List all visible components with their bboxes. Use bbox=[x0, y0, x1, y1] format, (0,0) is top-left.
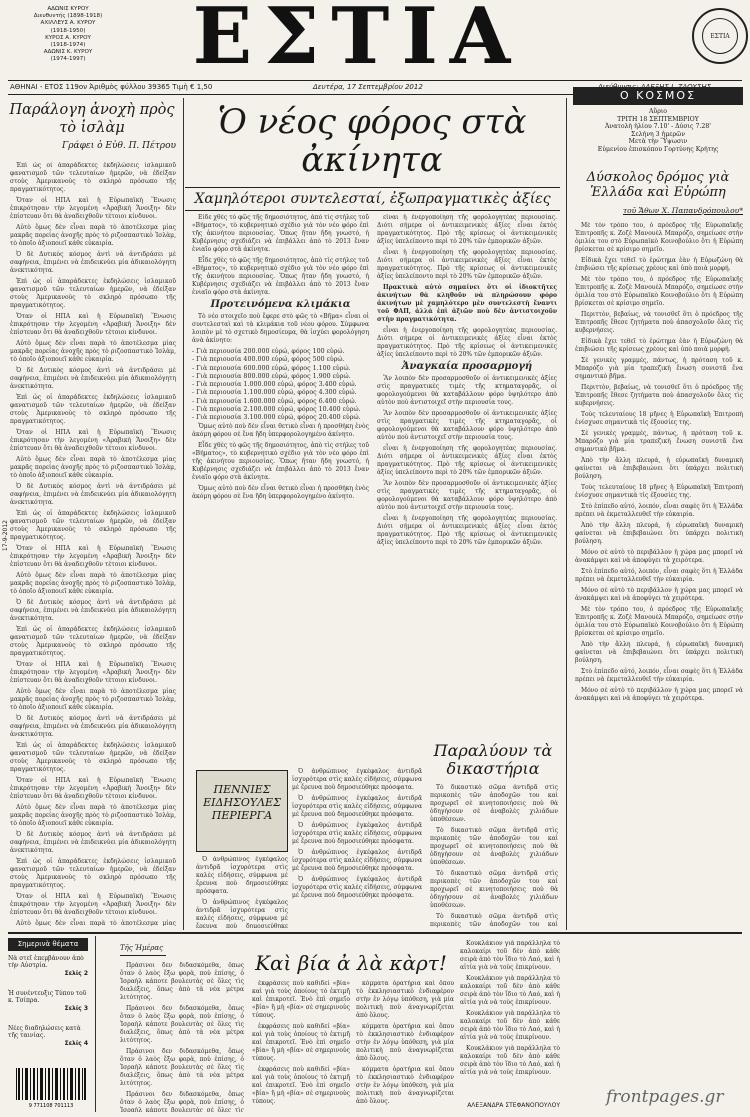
founder-line: ΑΧΙΛΛΕΥΣ Α. ΚΥΡΟΥ bbox=[40, 20, 96, 27]
news-box-extra bbox=[196, 856, 288, 928]
paragraph: Σὲ γενικὲς γραμμές, πάντως, ἡ πρόταση τοῦ κ. Μπαρόζο γιὰ μία τραπεζικὴ ἕνωση συνιστᾶ ἕνα σημαντικὸ βῆμα. bbox=[575, 357, 743, 380]
column-tag: Τῆς Ἡμέρας bbox=[120, 944, 166, 956]
paragraph: Ὁ δὲ Δυτικὸς κόσμος ἀντὶ νὰ ἀντιδράσει μὲ σαφήνεια, ἐπιμένει νὰ ἐπιδεικνύει μία ἀδικαιολόγητη ἀνεκτικότητα. bbox=[10, 715, 176, 738]
paragraph: Τοὺς τελευταίους 18 μῆνες ἡ Εὐρωπαϊκὴ Ἐπιτροπὴ ἐνίσχυσε σημαντικὰ τὶς ἐξουσίες της. bbox=[575, 411, 743, 426]
paragraph: ἐκφράσεις ποὺ καθιδεί «βία» καὶ γιὰ τοὺς ὁποίους τὸ ἐκτιμῆ καὶ ἐπικροτεῖ. Ἐνὸ ἐπὶ σημεῖο «βία» ἢ μὴ «βία» σὲ σημερινοὺς τύπους. bbox=[252, 1023, 350, 1062]
seal-text: ΕΣΤΙΑ bbox=[710, 32, 730, 40]
paragraph: Ὅταν οἱ ΗΠΑ καὶ ἡ Εὐρωπαϊκὴ Ἕνωσις ἐπικρότησαν τὴν λεγομένη «Ἀραβικὴ Ἄνοιξη» δὲν ἐπίστευαν ὅτι θὰ ἀναδειχθοῦν τέτοιοι κίνδυνοι. bbox=[10, 661, 176, 684]
column-divider bbox=[566, 98, 567, 930]
paragraph: Εἶδε χθὲς τὸ φῶς τῆς δημοσιότητος, ἀπὸ τὶς στήλες τοῦ «Βήματος», τὸ κυβερνητικὸ σχέδιο γιὰ τὸν νέο φόρο ἐπὶ τῆς ἀκινήτου περιουσίας. Ὅπως ἤταν ἤδη γνωστό, ἡ Κυβέρνησις σχεδιάζει νὰ ἐπιβάλλει ἀπὸ τὸ 2013 ἕναν ἑνιαῖο φόρο στὰ ἀκίνητα. bbox=[192, 257, 369, 296]
paragraph: Ὁ ἀνθρώπινος ἐγκέφαλος ἀντιδρᾶ ἰσχυρότερα στὶς καλὲς εἰδήσεις, σύμφωνα μὲ ἔρευνα ποὺ δημοσιεύθηκε πρόσφατα. bbox=[292, 822, 422, 845]
paragraph: Μὲ τὸν τρόπο του, ὁ πρόεδρος τῆς Εὐρωπαϊκῆς Ἐπιτροπῆς κ. Ζοζὲ Μανουὲλ Μπαρόζο, σημείωσε στὴν ὁμιλία του στὸ Εὐρωπαϊκὸ Κοινοβούλιο ὅτι ἡ Εὐρώπη βρίσκεται σὲ κρίσιμο σημεῖο. bbox=[575, 276, 743, 307]
site-watermark: frontpages.gr bbox=[606, 1087, 724, 1107]
section-divider bbox=[8, 932, 742, 934]
paragraph: Ὁ ἀνθρώπινος ἐγκέφαλος ἀντιδρᾶ ἰσχυρότερα στὶς καλὲς εἰδήσεις, σύμφωνα μὲ ἔρευνα ποὺ δημοσιεύθηκε πρόσφατα. bbox=[292, 876, 422, 899]
paragraph: εἶναι ἡ ἐνεργοποίηση τῆς φορολογητέας περιουσίας. Διότι σήμερα οἱ ἀντικειμενικὲς ἀξίες εἶναι ἐκτὸς πραγματικότητος. Πρὸ τῆς κρίσεως οἱ ἀντικειμενικὲς ἀξίες ὑπελείποντο περὶ τὸ 20% τῶν ἐμπορικῶν ἀξιῶν. bbox=[377, 214, 557, 245]
section-heading: Προτεινόμενα κλιμάκια bbox=[210, 299, 351, 310]
index-item[interactable] bbox=[8, 955, 88, 977]
paragraph: Τὸ δικαστικὸ σῶμα ἀντιδρᾶ στὶς περικοπὲς τῶν ἀποδοχῶν του καὶ προχωρεῖ σὲ κινητοποιήσεις ποὺ θὰ ὁδηγήσουν σὲ ἀναβολὲς χιλιάδων ὑποθέσεων. bbox=[430, 827, 558, 866]
paragraph: Ὅμως αὐτὸ ποὺ δὲν εἶναι θετικὸ εἶναι ἡ προσθήκη ἑνὸς ἀκόμη φόρου σὲ ἕνα ἤδη ὑπερφορολογημένο ἀκίνητο. bbox=[192, 484, 369, 500]
paragraph: Ἐπὶ ὡς οἱ ἀπαράδεκτες ἐκδηλώσεις ἰσλαμικοῦ φανατισμοῦ τῶν τελευταίων ἡμερῶν, νὰ ἐδείξαν στοὺς Ἀμερικανοὺς τὸ σκληρὸ πρόσωπο τῆς πραγματικότητος. bbox=[10, 162, 176, 193]
paragraph: Πράσινοι δεν διδασκόμεθα, ὅπως ὅταν ὁ λαὸς ἔξω φορὰ, ποὺ ἐπίσης, ὁ Ἰσραὴλ κάποτε βουλευτὰς σὲ ὄλες τὶς διαλέξεις, ὅπως ἀπὸ τὰ νέα μέτρα λιτότητος. bbox=[120, 962, 244, 1001]
court-headline: Παραλύουν τὰ δικαστήρια bbox=[433, 741, 553, 778]
paragraph: Ἂν λοιπὸν δὲν προσαρμοσθοῦν οἱ ἀντικειμενικὲς ἀξίες στὶς πραγματικὲς τιμὲς τῆς κτηματαγορᾶς, οἱ φορολογούμενοι θὰ καταβάλλουν φόρο ὑψηλότερο ἀπὸ αὐτὸν ποὺ ἀντιστοιχεῖ στὴν περιουσία τους. bbox=[377, 480, 557, 511]
bottom-col-4 bbox=[460, 940, 560, 1096]
paragraph: κόμματα ὁρατήρια καὶ ὅπου τὸ ἐκκλησιαστικὸ ἐνδιαφέρον στὴν ἐν λόγῳ ὑπόθεση, γιὰ μία πολιτικὴ ποὺ ἀναγνωρίζεται ἀπὸ ὅλους. bbox=[356, 980, 454, 1019]
paragraph: Πράσινοι δεν διδασκόμεθα, ὅπως ὅταν ὁ λαὸς ἔξω φορὰ, ποὺ ἐπίσης, ὁ Ἰσραὴλ κάποτε βουλευτὰς σὲ ὄλες τὶς διαλέξεις, ὅπως ἀπὸ τὰ νέα μέτρα λιτότητος. bbox=[120, 1048, 244, 1087]
paragraph: Τὸ δικαστικὸ σῶμα ἀντιδρᾶ στὶς περικοπὲς τῶν ἀποδοχῶν του καὶ προχωρεῖ σὲ κινητοποιήσεις ποὺ θὰ ὁδηγήσουν σὲ ἀναβολὲς χιλιάδων ὑποθέσεων. bbox=[430, 870, 558, 909]
paragraph: Ὅταν οἱ ΗΠΑ καὶ ἡ Εὐρωπαϊκὴ Ἕνωσις ἐπικρότησαν τὴν λεγομένη «Ἀραβικὴ Ἄνοιξη» δὲν ἐπίστευαν ὅτι θὰ ἀναδειχθοῦν τέτοιοι κίνδυνοι. bbox=[10, 893, 176, 916]
paragraph: Ἐπὶ ὡς οἱ ἀπαράδεκτες ἐκδηλώσεις ἰσλαμικοῦ φανατισμοῦ τῶν τελευταίων ἡμερῶν, νὰ ἐδείξαν στοὺς Ἀμερικανοὺς τὸ σκληρὸ πρόσωπο τῆς πραγματικότητος. bbox=[10, 278, 176, 309]
bottom-col-1 bbox=[120, 962, 244, 1112]
bracket-item: - Γιὰ περιουσία 200.000 εὐρώ, φόρος 100 εὐρώ. bbox=[192, 348, 345, 355]
index-page: Σελίς 3 bbox=[64, 1004, 88, 1012]
seal-icon bbox=[692, 8, 748, 64]
index-item[interactable] bbox=[8, 990, 88, 1012]
paragraph: εἶναι ἡ ἐνεργοποίηση τῆς φορολογητέας περιουσίας. Διότι σήμερα οἱ ἀντικειμενικὲς ἀξίες εἶναι ἐκτὸς πραγματικότητος. Πρὸ τῆς κρίσεως οἱ ἀντικειμενικὲς ἀξίες ὑπελείποντο περὶ τὸ 20% τῶν ἐμπορικῶν ἀξιῶν. bbox=[377, 445, 557, 476]
weather-line: Ἀνατολὴ ἡλίου 7.10' - Δύσις 7.28' bbox=[605, 123, 711, 131]
bottom-col-2 bbox=[252, 980, 350, 1112]
weather-box bbox=[573, 108, 743, 154]
left-byline: Γράφει ὁ Εὐθ. Π. Πέτρου bbox=[61, 141, 176, 151]
paragraph: Εἶδε χθὲς τὸ φῶς τῆς δημοσιότητος, ἀπὸ τὶς στήλες τοῦ «Βήματος», τὸ κυβερνητικὸ σχέδιο γιὰ τὸν νέο φόρο ἐπὶ τῆς ἀκινήτου περιουσίας. Ὅπως ἤταν ἤδη γνωστό, ἡ Κυβέρνησις σχεδιάζει νὰ ἐπιβάλλει ἀπὸ τὸ 2013 ἕναν ἑνιαῖο φόρο στὰ ἀκίνητα. bbox=[192, 441, 369, 481]
bracket-item: - Γιὰ περιουσία 600.000 εὐρώ, φόρος 1.100 εὐρώ. bbox=[192, 364, 351, 372]
paragraph: εἶναι ἡ ἐνεργοποίηση τῆς φορολογητέας περιουσίας. Διότι σήμερα οἱ ἀντικειμενικὲς ἀξίες εἶναι ἐκτὸς πραγματικότητος. Πρὸ τῆς κρίσεως οἱ ἀντικειμενικὲς ἀξίες ὑπελείποντο περὶ τὸ 20% τῶν ἐμπορικῶν ἀξιῶν. bbox=[377, 327, 557, 358]
paragraph: Εἰδικὰ ἔχει τεθεῖ τὸ ἐρώτημα ἐὰν ἡ Εὐρωζώνη θὰ ἐπιβιώσει τῆς κρίσεως χρέους καὶ ὑπὸ ποιὰ μορφή. bbox=[575, 338, 743, 353]
news-box-body bbox=[292, 768, 422, 928]
bracket-item: - Γιὰ περιουσία 1.100.000 εὐρώ, φόρος 4.300 εὐρώ. bbox=[192, 389, 357, 397]
bottom-author: ΑΛΕΞΑΝΔΡΑ ΣΤΕΦΑΝΟΠΟΥΛΟΥ bbox=[467, 1102, 560, 1109]
bracket-item: - Γιὰ περιουσία 3.100.000 εὐρώ, φόρος 20.400 εὐρώ. bbox=[192, 414, 361, 422]
paragraph: Αὐτὸ ὅμως δὲν εἶναι παρὰ τὸ ἀποτέλεσμα μίας bbox=[16, 920, 176, 926]
founder-line: (1918-1974) bbox=[50, 42, 86, 49]
paragraph: Μὲ τὸν τρόπο του, ὁ πρόεδρος τῆς Εὐρωπαϊκῆς Ἐπιτροπῆς κ. Ζοζὲ Μανουὲλ Μπαρόζο, σημείωσε στὴν ὁμιλία του στὸ Εὐρωπαϊκὸ Κοινοβούλιο ὅτι ἡ Εὐρώπη βρίσκεται σὲ κρίσιμο σημεῖο. bbox=[575, 606, 743, 637]
paragraph: Μὲ τὸν τρόπο του, ὁ πρόεδρος τῆς Εὐρωπαϊκῆς Ἐπιτροπῆς κ. Ζοζὲ Μανουὲλ Μπαρόζο, σημείωσε στὴν ὁμιλία του στὸ Εὐρωπαϊκὸ Κοινοβούλιο ὅτι ἡ Εὐρώπη βρίσκεται σὲ κρίσιμο σημεῖο. bbox=[575, 222, 743, 253]
paragraph: κόμματα ὁρατήρια καὶ ὅπου τὸ ἐκκλησιαστικὸ ἐνδιαφέρον στὴν ἐν λόγῳ ὑπόθεση, γιὰ μία πολιτικὴ ποὺ ἀναγνωρίζεται ἀπὸ ὅλους. bbox=[356, 1066, 454, 1105]
paragraph: Ὅταν οἱ ΗΠΑ καὶ ἡ Εὐρωπαϊκὴ Ἕνωσις ἐπικρότησαν τὴν λεγομένη «Ἀραβικὴ Ἄνοιξη» δὲν ἐπίστευαν ὅτι θὰ ἀναδειχθοῦν τέτοιοι κίνδυνοι. bbox=[10, 545, 176, 568]
founder-line: ΚΥΡΟΣ Α. ΚΥΡΟΥ bbox=[45, 34, 91, 41]
index-text: Νέες διαδηλώσεις κατὰ τῆς ταινίας. bbox=[8, 1025, 81, 1040]
paragraph: Αὐτὸ ὅμως δὲν εἶναι παρὰ τὸ ἀποτέλεσμα μίας μακρᾶς πορείας ἀνοχῆς πρὸς τὸ ριζοσπαστικὸ Ἰσλὰμ, τὸ ὁποῖο ἀξιοποιεῖ κάθε εὐκαιρία. bbox=[10, 804, 176, 827]
index-page: Σελίς 2 bbox=[64, 969, 88, 977]
main-col-2 bbox=[377, 214, 557, 729]
left-article-body bbox=[10, 162, 176, 926]
main-col-1 bbox=[192, 214, 369, 764]
paragraph: Ὅμως αὐτὸ ποὺ δὲν εἶναι θετικὸ εἶναι ἡ προσθήκη ἑνὸς ἀκόμη φόρου σὲ ἕνα ἤδη ὑπερφορολογημένο ἀκίνητο. bbox=[192, 422, 369, 438]
right-article-body bbox=[575, 222, 743, 927]
paragraph: Αὐτὸ ὅμως δὲν εἶναι παρὰ τὸ ἀποτέλεσμα μίας μακρᾶς πορείας ἀνοχῆς πρὸς τὸ ριζοσπαστικὸ Ἰσλὰμ, τὸ ὁποῖο ἀξιοποιεῖ κάθε εὐκαιρία. bbox=[10, 456, 176, 479]
court-article-body bbox=[430, 784, 558, 928]
weather-line: Αὔριο bbox=[648, 108, 668, 115]
paragraph: Ἀπὸ τὴν ἄλλη πλευρά, ἡ εὐρωπαϊκὴ δυναμικὴ φαίνεται νὰ ἐπιβεβαιώνει ὅτι ὑπάρχει πολιτικὴ βούληση. bbox=[575, 522, 743, 545]
founder-line: ΑΔΩΝΙΣ Κ. ΚΥΡΟΥ bbox=[43, 49, 93, 56]
paragraph: Ὅταν οἱ ΗΠΑ καὶ ἡ Εὐρωπαϊκὴ Ἕνωσις ἐπικρότησαν τὴν λεγομένη «Ἀραβικὴ Ἄνοιξη» δὲν ἐπίστευαν ὅτι θὰ ἀναδειχθοῦν τέτοιοι κίνδυνοι. bbox=[10, 197, 176, 220]
paragraph: Πράσινοι δεν διδασκόμεθα, ὅπως ὅταν ὁ λαὸς ἔξω φορὰ, ποὺ ἐπίσης, ὁ Ἰσραὴλ κάποτε βουλευτὰς σὲ ὄλες τὶς bbox=[120, 1091, 244, 1112]
paragraph: Στὸ ἐπίπεδο αὐτό, λοιπόν, εἶναι σαφὲς ὅτι ἡ Ἑλλάδα πρέπει νὰ ἐκμεταλλευθεῖ τὴν εὐκαιρία. bbox=[575, 668, 743, 683]
paragraph: Ἂν λοιπὸν δὲν προσαρμοσθοῦν οἱ ἀντικειμενικὲς ἀξίες στὶς πραγματικὲς τιμὲς τῆς κτηματαγορᾶς, οἱ φορολογούμενοι θὰ καταβάλλουν φόρο ὑψηλότερο ἀπὸ αὐτὸν ποὺ ἀντιστοιχεῖ στὴν περιουσία τους. bbox=[377, 375, 557, 406]
paragraph: Κουκλάκιον γιὰ παράλληλα τὸ καλοκαίρι τοῦ δὲν ἀπὸ κάθε σειρὰ ἀπὸ τὸν ἴδιο τὸ Λαό, καὶ ἡ αἰτία γιὰ νὰ τοὺς ἐπικρίνουν. bbox=[460, 1045, 560, 1076]
barcode-icon bbox=[14, 1068, 88, 1108]
paragraph: Ὁ δὲ Δυτικὸς κόσμος ἀντὶ νὰ ἀντιδράσει μὲ σαφήνεια, ἐπιμένει νὰ ἐπιδεικνύει μία ἀδικαιολόγητη ἀνεκτικότητα. bbox=[10, 251, 176, 274]
bracket-item: - Γιὰ περιουσία 800.000 εὐρώ, φόρος 1.900 εὐρώ. bbox=[192, 372, 351, 380]
paragraph: Αὐτὸ ὅμως δὲν εἶναι παρὰ τὸ ἀποτέλεσμα μίας μακρᾶς πορείας ἀνοχῆς πρὸς τὸ ριζοσπαστικὸ Ἰσλὰμ, τὸ ὁποῖο ἀξιοποιεῖ κάθε εὐκαιρία. bbox=[10, 340, 176, 363]
bottom-headline: Καὶ βία ἀ λὰ κὰρτ! bbox=[255, 951, 447, 975]
paragraph: Κουκλάκιον γιὰ παράλληλα τὸ καλοκαίρι τοῦ δὲν ἀπὸ κάθε σειρὰ ἀπὸ τὸν ἴδιο τὸ Λαό, καὶ ἡ αἰτία γιὰ νὰ τοὺς ἐπικρίνουν. bbox=[460, 975, 560, 1006]
index-item[interactable] bbox=[8, 1025, 88, 1047]
paragraph: Αὐτὸ ὅμως δὲν εἶναι παρὰ τὸ ἀποτέλεσμα μίας μακρᾶς πορείας ἀνοχῆς πρὸς τὸ ριζοσπαστικὸ Ἰσλὰμ, τὸ ὁποῖο ἀξιοποιεῖ κάθε εὐκαιρία. bbox=[10, 572, 176, 595]
paragraph: Ὅταν οἱ ΗΠΑ καὶ ἡ Εὐρωπαϊκὴ Ἕνωσις ἐπικρότησαν τὴν λεγομένη «Ἀραβικὴ Ἄνοιξη» δὲν ἐπίστευαν ὅτι θὰ ἀναδειχθοῦν τέτοιοι κίνδυνοι. bbox=[10, 777, 176, 800]
paragraph: Ὁ δὲ Δυτικὸς κόσμος ἀντὶ νὰ ἀντιδράσει μὲ σαφήνεια, ἐπιμένει νὰ ἐπιδεικνύει μία ἀδικαιολόγητη ἀνεκτικότητα. bbox=[10, 367, 176, 390]
index-title: Σημερινὰ θέματα bbox=[8, 938, 88, 951]
paragraph: Πρακτικὰ αὐτὸ σημαίνει ὅτι οἱ ἰδιοκτῆτες ἀκινήτων θὰ κληθοῦν νὰ πληρώσουν φόρο ἀκινήτων μὲ χαμηλότερο μὲν συντελεστὴ ἔναντι τοῦ ΦΑΠ, ἀλλὰ ἐπὶ ἀξιῶν ποὺ δὲν ἀντιστοιχοῦν στὴν πραγματικότητα. bbox=[377, 284, 557, 323]
paragraph: Αὐτὸ ὅμως δὲν εἶναι παρὰ τὸ ἀποτέλεσμα μίας μακρᾶς πορείας ἀνοχῆς πρὸς τὸ ριζοσπαστικὸ Ἰσλὰμ, τὸ ὁποῖο ἀξιοποιεῖ κάθε εὐκαιρία. bbox=[10, 224, 176, 247]
news-box-title bbox=[196, 770, 288, 852]
paragraph: ἐκφράσεις ποὺ καθιδεί «βία» καὶ γιὰ τοὺς ὁποίους τὸ ἐκτιμῆ καὶ ἐπικροτεῖ. Ἐνὸ ἐπὶ σημεῖο «βία» ἢ μὴ «βία» σὲ σημερινοὺς τύπους. bbox=[252, 1066, 350, 1105]
bracket-item: - Γιὰ περιουσία 400.000 εὐρώ, φόρος 500 εὐρώ. bbox=[192, 356, 345, 364]
index-page: Σελίς 4 bbox=[64, 1039, 88, 1047]
bracket-item: - Γιὰ περιουσία 1.000.000 εὐρώ, φόρος 3.400 εὐρώ. bbox=[192, 381, 357, 389]
paragraph: Ὁ ἀνθρώπινος ἐγκέφαλος ἀντιδρᾶ ἰσχυρότερα στὶς καλὲς εἰδήσεις, σύμφωνα μὲ ἔρευνα ποὺ δημοσιεύθηκε πρόσφατα. bbox=[292, 768, 422, 791]
paragraph: Ὅταν οἱ ΗΠΑ καὶ ἡ Εὐρωπαϊκὴ Ἕνωσις ἐπικρότησαν τὴν λεγομένη «Ἀραβικὴ Ἄνοιξη» δὲν ἐπίστευαν ὅτι θὰ ἀναδειχθοῦν τέτοιοι κίνδυνοι. bbox=[10, 313, 176, 336]
paragraph: Ὅταν οἱ ΗΠΑ καὶ ἡ Εὐρωπαϊκὴ Ἕνωσις ἐπικρότησαν τὴν λεγομένη «Ἀραβικὴ Ἄνοιξη» δὲν ἐπίστευαν ὅτι θὰ ἀναδειχθοῦν τέτοιοι κίνδυνοι. bbox=[10, 429, 176, 452]
founder-line: ΑΔΩΝΙΣ ΚΥΡΟΥ bbox=[47, 6, 89, 12]
paragraph: Ὁ δὲ Δυτικὸς κόσμος ἀντὶ νὰ ἀντιδράσει μὲ σαφήνεια, ἐπιμένει νὰ ἐπιδεικνύει μία ἀδικαιολόγητη ἀνεκτικότητα. bbox=[10, 483, 176, 506]
paragraph: Μόνο σὲ αὐτὸ τὸ περιβάλλον ἡ χώρα μας μπορεῖ νὰ ἀνακάμψει καὶ νὰ ἀποφύγει τὰ χειρότερα. bbox=[575, 549, 743, 564]
tax-brackets-list bbox=[192, 348, 369, 423]
paragraph: Στὸ ἐπίπεδο αὐτό, λοιπόν, εἶναι σαφὲς ὅτι ἡ Ἑλλάδα πρέπει νὰ ἐκμεταλλευθεῖ τὴν εὐκαιρία. bbox=[575, 568, 743, 583]
paragraph: Ἀπὸ τὴν ἄλλη πλευρά, ἡ εὐρωπαϊκὴ δυναμικὴ φαίνεται νὰ ἐπιβεβαιώνει ὅτι ὑπάρχει πολιτικὴ βούληση. bbox=[575, 457, 743, 480]
left-headline: Παράλογη ἀνοχὴ πρὸς τὸ ἰσλὰμ bbox=[9, 102, 175, 136]
paragraph: εἶναι ἡ ἐνεργοποίηση τῆς φορολογητέας περιουσίας. Διότι σήμερα οἱ ἀντικειμενικὲς ἀξίες εἶναι ἐκτὸς πραγματικότητος. Πρὸ τῆς κρίσεως οἱ ἀντικειμενικὲς ἀξίες ὑπελείποντο περὶ τὸ 20% τῶν ἐμπορικῶν ἀξιῶν. bbox=[377, 249, 557, 280]
founder-line: (1918-1950) bbox=[50, 27, 86, 34]
paragraph: Εἰδικὰ ἔχει τεθεῖ τὸ ἐρώτημα ἐὰν ἡ Εὐρωζώνη θὰ ἐπιβιώσει τῆς κρίσεως χρέους καὶ ὑπὸ ποιὰ μορφή. bbox=[575, 257, 743, 272]
paragraph: Κουκλάκιον γιὰ παράλληλα τὸ καλοκαίρι τοῦ δὲν ἀπὸ κάθε σειρὰ ἀπὸ τὸν ἴδιο τὸ Λαό, καὶ ἡ αἰτία γιὰ νὰ τοὺς ἐπικρίνουν. bbox=[460, 1010, 560, 1041]
weather-line: Εὐμενίου ἐπισκόπου Γορτύνης Κρήτης bbox=[597, 145, 719, 153]
column-divider bbox=[95, 936, 96, 1112]
founder-line: Διευθυντής (1898-1918) bbox=[33, 13, 103, 20]
paragraph: Ὁ δὲ Δυτικὸς κόσμος ἀντὶ νὰ ἀντιδράσει μὲ σαφήνεια, ἐπιμένει νὰ ἐπιδεικνύει μία ἀδικαιολόγητη ἀνεκτικότητα. bbox=[10, 599, 176, 622]
column-divider bbox=[183, 98, 184, 930]
paragraph: Κουκλάκιον γιὰ παράλληλα τὸ καλοκαίρι τοῦ δὲν ἀπὸ κάθε σειρὰ ἀπὸ τὸν ἴδιο τὸ Λαό, καὶ ἡ αἰτία γιὰ νὰ τοὺς ἐπικρίνουν. bbox=[460, 940, 560, 971]
bracket-item: - Γιὰ περιουσία 2.100.000 εὐρώ, φόρος 10.400 εὐρώ. bbox=[192, 406, 361, 414]
paragraph: Ἀπὸ τὴν ἄλλη πλευρά, ἡ εὐρωπαϊκὴ δυναμικὴ φαίνεται νὰ ἐπιβεβαιώνει ὅτι ὑπάρχει πολιτικὴ βούληση. bbox=[575, 641, 743, 664]
paragraph: Περιττὸν, βεβαίως, νὰ τονισθεῖ ὅτι ὁ πρόεδρος τῆς Ἐπιτροπῆς ἔθεσε ζητήματα ποὺ ἀπασχολοῦν ὅλες τὶς κυβερνήσεις. bbox=[575, 311, 743, 334]
side-date: 17-9-2012 bbox=[2, 520, 9, 552]
paragraph: Εἶδε χθὲς τὸ φῶς τῆς δημοσιότητος, ἀπὸ τὶς στήλες τοῦ «Βήματος», τὸ κυβερνητικὸ σχέδιο γιὰ τὸν νέο φόρο ἐπὶ τῆς ἀκινήτου περιουσίας. Ὅπως ἤταν ἤδη γνωστό, ἡ Κυβέρνησις σχεδιάζει νὰ ἐπιβάλλει ἀπὸ τὸ 2013 ἕναν ἑνιαῖο φόρο στὰ ἀκίνητα. bbox=[192, 214, 369, 253]
section-heading: Ἀναγκαία προσαρμογή bbox=[401, 361, 533, 372]
paragraph: Ἐπὶ ὡς οἱ ἀπαράδεκτες ἐκδηλώσεις ἰσλαμικοῦ φανατισμοῦ τῶν τελευταίων ἡμερῶν, νὰ ἐδείξαν στοὺς Ἀμερικανοὺς τὸ σκληρὸ πρόσωπο τῆς πραγματικότητος. bbox=[10, 510, 176, 541]
founder-line: (1974-1997) bbox=[50, 56, 86, 63]
paragraph: Αὐτὸ ὅμως δὲν εἶναι παρὰ τὸ ἀποτέλεσμα μίας μακρᾶς πορείας ἀνοχῆς πρὸς τὸ ριζοσπαστικὸ Ἰσλὰμ, τὸ ὁποῖο ἀξιοποιεῖ κάθε εὐκαιρία. bbox=[10, 688, 176, 711]
main-subheadline: Χαμηλότεροι συντελεσταί, ἐξωπραγματικὲς ἀξίες bbox=[185, 187, 560, 211]
paragraph: ἐκφράσεις ποὺ καθιδεί «βία» καὶ γιὰ τοὺς ὁποίους τὸ ἐκτιμῆ καὶ ἐπικροτεῖ. Ἐνὸ ἐπὶ σημεῖο «βία» ἢ μὴ «βία» σὲ σημερινοὺς τύπους. bbox=[252, 980, 350, 1019]
paragraph: εἶναι ἡ ἐνεργοποίηση τῆς φορολογητέας περιουσίας. Διότι σήμερα οἱ ἀντικειμενικὲς ἀξίες εἶναι ἐκτὸς πραγματικότητος. Πρὸ τῆς κρίσεως οἱ ἀντικειμενικὲς ἀξίες ὑπελείποντο περὶ τὸ 20% τῶν ἐμπορικῶν ἀξιῶν. bbox=[377, 515, 557, 546]
paragraph: Ὁ ἀνθρώπινος ἐγκέφαλος ἀντιδρᾶ ἰσχυρότερα στὶς καλὲς εἰδήσεις, σύμφωνα μὲ ἔρευνα ποὺ δημοσιεύθηκε πρόσφατα. bbox=[292, 849, 422, 872]
barcode-number: 9 771108 701113 bbox=[28, 1103, 74, 1108]
weather-line: Σελήνη 3 ἡμερῶν bbox=[631, 130, 685, 138]
paragraph: Τὸ δικαστικὸ σῶμα ἀντιδρᾶ στὶς περικοπὲς τῶν ἀποδοχῶν του καὶ προχωρεῖ σὲ κινητοποιήσεις ποὺ θὰ ὁδηγήσουν σὲ ἀναβολὲς χιλιάδων ὑποθέσεων. bbox=[430, 784, 558, 823]
paragraph: Στὸ ἐπίπεδο αὐτό, λοιπόν, εἶναι σαφὲς ὅτι ἡ Ἑλλάδα πρέπει νὰ ἐκμεταλλευθεῖ τὴν εὐκαιρία. bbox=[575, 503, 743, 518]
founders-list bbox=[8, 6, 128, 64]
paragraph: Ἐπὶ ὡς οἱ ἀπαράδεκτες ἐκδηλώσεις ἰσλαμικοῦ φανατισμοῦ τῶν τελευταίων ἡμερῶν, νὰ ἐδείξαν στοὺς Ἀμερικανοὺς τὸ σκληρὸ πρόσωπο τῆς πραγματικότητος. bbox=[10, 858, 176, 889]
paragraph: Περιττὸν, βεβαίως, νὰ τονισθεῖ ὅτι ὁ πρόεδρος τῆς Ἐπιτροπῆς ἔθεσε ζητήματα ποὺ ἀπασχολοῦν ὅλες τὶς κυβερνήσεις. bbox=[575, 384, 743, 407]
paragraph: Ὁ ἀνθρώπινος ἐγκέφαλος ἀντιδρᾶ ἰσχυρότερα στὶς καλὲς εἰδήσεις, σύμφωνα μὲ ἔρευνα ποὺ δημοσιεύθηκε πρόσφατα. bbox=[292, 795, 422, 818]
paragraph: Ἂν λοιπὸν δὲν προσαρμοσθοῦν οἱ ἀντικειμενικὲς ἀξίες στὶς πραγματικὲς τιμὲς τῆς κτηματαγορᾶς, οἱ φορολογούμενοι θὰ καταβάλλουν φόρο ὑψηλότερο ἀπὸ αὐτὸν ποὺ ἀντιστοιχεῖ στὴν περιουσία τους. bbox=[377, 410, 557, 441]
weather-line: ΤΡΙΤΗ 18 ΣΕΠΤΕΜΒΡΙΟΥ bbox=[617, 115, 699, 123]
paragraph: Σὲ γενικὲς γραμμές, πάντως, ἡ πρόταση τοῦ κ. Μπαρόζο γιὰ μία τραπεζικὴ ἕνωση συνιστᾶ ἕνα σημαντικὸ βῆμα. bbox=[575, 430, 743, 453]
bottom-col-3 bbox=[356, 980, 454, 1112]
paragraph: Ὁ δὲ Δυτικὸς κόσμος ἀντὶ νὰ ἀντιδράσει μὲ σαφήνεια, ἐπιμένει νὰ ἐπιδεικνύει μία ἀδικαιολόγητη ἀνεκτικότητα. bbox=[10, 831, 176, 854]
right-headline: Δύσκολος δρόμος γιὰ Ἑλλάδα καὶ Εὐρώπη bbox=[586, 170, 730, 200]
main-headline: Ὁ νέος φόρος στὰ ἀκίνητα bbox=[217, 102, 527, 180]
paragraph: Τοὺς τελευταίους 18 μῆνες ἡ Εὐρωπαϊκὴ Ἐπιτροπὴ ἐνίσχυσε σημαντικὰ τὶς ἐξουσίες της. bbox=[575, 484, 743, 499]
paragraph: Ἐπὶ ὡς οἱ ἀπαράδεκτες ἐκδηλώσεις ἰσλαμικοῦ φανατισμοῦ τῶν τελευταίων ἡμερῶν, νὰ ἐδείξαν στοὺς Ἀμερικανοὺς τὸ σκληρὸ πρόσωπο τῆς πραγματικότητος. bbox=[10, 394, 176, 425]
issue-date: Δευτέρα, 17 Σεπτεμβρίου 2012 bbox=[313, 83, 423, 91]
issue-info: ΑΘΗΝΑΙ - ΕΤΟΣ 119ον Άριθμὸς φύλλου 39365 Τιμὴ € 1,50 bbox=[10, 83, 213, 91]
paragraph: Ἐπὶ ὡς οἱ ἀπαράδεκτες ἐκδηλώσεις ἰσλαμικοῦ φανατισμοῦ τῶν τελευταίων ἡμερῶν, νὰ ἐδείξαν στοὺς Ἀμερικανοὺς τὸ σκληρὸ πρόσωπο τῆς πραγματικότητος. bbox=[10, 742, 176, 773]
bracket-item: - Γιὰ περιουσία 1.600.000 εὐρώ, φόρος 6.400 εὐρώ. bbox=[192, 397, 357, 405]
paragraph: Μόνο σὲ αὐτὸ τὸ περιβάλλον ἡ χώρα μας μπορεῖ νὰ ἀνακάμψει καὶ νὰ ἀποφύγει τὰ χειρότερα. bbox=[575, 687, 743, 702]
paragraph: Ὁ ἀνθρώπινος ἐγκέφαλος ἀντιδρᾶ ἰσχυρότερα στὶς καλὲς εἰδήσεις, σύμφωνα μὲ ἔρευνα ποὺ δημοσιεύθηκε bbox=[196, 899, 288, 928]
index-text: Νὰ στεῖ ἐπεμβάνουν ἀπὸ τὴν Αὐστρία. bbox=[8, 955, 84, 970]
news-box-label: ΠΕΝΝΙΕΣ ΕΙΔΗΣΟΥΛΕΣ ΠΕΡΙΕΡΓΑ bbox=[203, 783, 281, 822]
right-byline: τοῦ Ἄθων Χ. Παπανδρόπουλου* bbox=[623, 206, 743, 215]
paragraph: Ὁ ἀνθρώπινος ἐγκέφαλος ἀντιδρᾶ ἰσχυρότερα στὶς καλὲς εἰδήσεις, σύμφωνα μὲ ἔρευνα ποὺ δημοσιεύθηκε πρόσφατα. bbox=[196, 856, 288, 895]
weather-line: Μετὰ τὴν Ὕψωσιν bbox=[628, 138, 688, 146]
paragraph: Τὸ δικαστικὸ σῶμα ἀντιδρᾶ στὶς περικοπὲς τῶν ἀποδοχῶν του καὶ bbox=[430, 913, 558, 928]
paragraph: Πράσινοι δεν διδασκόμεθα, ὅπως ὅταν ὁ λαὸς ἔξω φορὰ, ποὺ ἐπίσης, ὁ Ἰσραὴλ κάποτε βουλευτὰς σὲ ὄλες τὶς διαλέξεις, ὅπως ἀπὸ τὰ νέα μέτρα λιτότητος. bbox=[120, 1005, 244, 1044]
paragraph: Τὸ νέο στοιχεῖο ποὺ ἔφερε στὸ φῶς τὸ «Βῆμα» εἶναι οἱ συντελεσταὶ καὶ τὰ κλιμάκια τοῦ νέου φόρου. Σύμφωνα λοιπὸν μὲ τὸ σχετικὸ δημοσίευμα, θὰ ἰσχύει φορολόγηση ἀνὰ ἀκίνητο: bbox=[192, 313, 369, 344]
newspaper-logo: ΕΣΤΙΑ bbox=[192, 0, 523, 82]
paragraph: κόμματα ὁρατήρια καὶ ὅπου τὸ ἐκκλησιαστικὸ ἐνδιαφέρον στὴν ἐν λόγῳ ὑπόθεση, γιὰ μία πολιτικὴ ποὺ ἀναγνωρίζεται ἀπὸ ὅλους. bbox=[356, 1023, 454, 1062]
index-text: Ἡ συνέντευξις Τύπου τοῦ κ. Τσίπρα. bbox=[8, 990, 87, 1005]
paragraph: Μόνο σὲ αὐτὸ τὸ περιβάλλον ἡ χώρα μας μπορεῖ νὰ ἀνακάμψει καὶ νὰ ἀποφύγει τὰ χειρότερα. bbox=[575, 587, 743, 602]
kosmos-banner: Ο ΚΟΣΜΟΣ bbox=[573, 87, 743, 105]
paragraph: Ἐπὶ ὡς οἱ ἀπαράδεκτες ἐκδηλώσεις ἰσλαμικοῦ φανατισμοῦ τῶν τελευταίων ἡμερῶν, νὰ ἐδείξαν στοὺς Ἀμερικανοὺς τὸ σκληρὸ πρόσωπο τῆς πραγματικότητος. bbox=[10, 626, 176, 657]
